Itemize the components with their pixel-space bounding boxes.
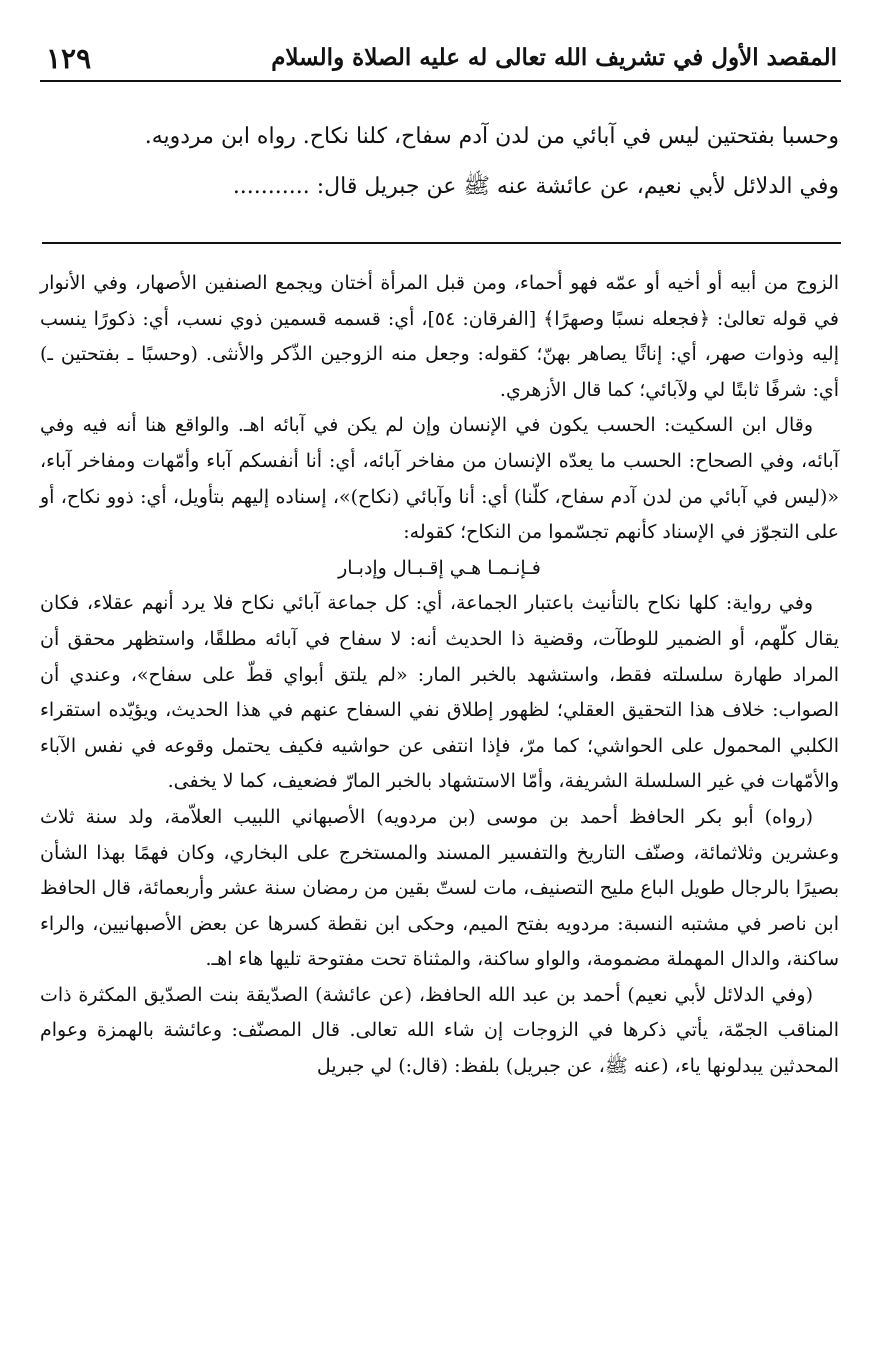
commentary-paragraph: الزوج من أبيه أو أخيه أو عمّه فهو أحماء، ومن قبل المرأة أختان ويجمع الصنفين الأصهار، وفي الأنوار في قوله تعالىٰ: ﴿فجعله نسبًا وصهرًا﴾ [الفرقان: ٥٤]، أي: قسمه قسمين ذوي نسب، أي: ذكورًا ينسب إليه وذوات صهر، أي: إناثًا يصاهر بهنّ؛ كقوله: وجعل منه الزوجين الذّكر والأنثى. (وحسبًا ـ بفتحتين ـ) أي: شرفًا ثابتًا لي ولآبائي؛ كما قال الأزهري. [40, 272, 839, 401]
commentary-paragraph: (رواه) أبو بكر الحافظ أحمد بن موسى (بن مردويه) الأصبهاني اللبيب العلاّمة، ولد سنة ثلاث وعشرين وثلاثمائة، وصنّف التاريخ والتفسير المسند والمستخرج على البخاري، وكان فهمًا بهذا الشأن بصيرًا بالرجال طويل الباع مليح التصنيف، مات لستّ بقين من رمضان سنة عشر وأربعمائة، قال الحافظ ابن ناصر في مشتبه النسبة: مردويه بفتح الميم، وحكى ابن نقطة كسرها عن بعض الأصبهانيين، والراء ساكنة، والدال المهملة مضمومة، والواو ساكنة، والمثناة تحت مفتوحة تليها هاء اهـ. [40, 805, 839, 971]
section-divider [42, 242, 841, 244]
main-text-line: وفي الدلائل لأبي نعيم، عن عائشة عنه ﷺ عن جبريل قال: ........... [232, 174, 839, 199]
page-number: ١٢٩ [46, 42, 92, 75]
commentary [40, 266, 839, 1085]
main-text-line: وحسبا بفتحتين ليس في آبائي من لدن آدم سفاح، كلنا نكاح. رواه ابن مردويه. [144, 124, 839, 149]
page-header [40, 38, 841, 82]
commentary-paragraph: وقال ابن السكيت: الحسب يكون في الإنسان وإن لم يكن في آبائه اهـ. والواقع هنا أنه فيه وفي آبائه، وفي الصحاح: الحسب ما يعدّه الإنسان من مفاخر آبائه، أي: أنا أنفسكم آباء وأمّهات ومفاخر آباء، «(ليس في آبائي من لدن آدم سفاح، كلّنا) أي: أنا وآبائي (نكاح)»، إسناده إليهم بتأويل، أي: ذوو نكاح، أو على التجوّز في الإسناد كأنهم تجسّموا من النكاح؛ كقوله: [40, 414, 839, 544]
poetry-verse: فـإنـمـا هـي إقـبـال وإدبـار [338, 556, 541, 579]
commentary-paragraph: وفي رواية: كلها نكاح بالتأنيث باعتبار الجماعة، أي: كل جماعة آبائي نكاح فلا يرد أنهم عقلاء، فكان يقال كلّهم، أو الضمير للوطآت، وقضية ذا الحديث أنه: لا سفاح في آبائه مطلقًا، واستظهر محقق أن المراد طهارة سلسلته فقط، واستشهد بالخبر المار: «لم يلتق أبواي قطّ على سفاح»، وعندي أن الصواب: خلاف هذا التحقيق العقلي؛ لظهور إطلاق نفي السفاح عنهم في هذا الحديث، ويؤيّده استقراء الكلبي المحمول على الحواشي؛ كما مرّ، فإذا انتفى عن حواشيه فكيف يحتمل وقوعه في نفس الآباء والأمّهات في غير السلسلة الشريفة، وأمّا الاستشهاد بالخبر المارّ فضعيف، كما لا يخفى. [40, 592, 839, 793]
main-text [40, 112, 839, 212]
commentary-paragraph: (وفي الدلائل لأبي نعيم) أحمد بن عبد الله الحافظ، (عن عائشة) الصدّيقة بنت الصدّيق المكثرة ذات المناقب الجمّة، يأتي ذكرها في الزوجات إن شاء الله تعالى. قال المصنّف: وعائشة بالهمزة وعوام المحدثين يبدلونها ياء، (عنه ﷺ، عن جبريل) بلفظ: (قال:) لي جبريل [40, 983, 839, 1078]
running-title: المقصد الأول في تشريف الله تعالى له عليه الصلاة والسلام [271, 44, 837, 71]
